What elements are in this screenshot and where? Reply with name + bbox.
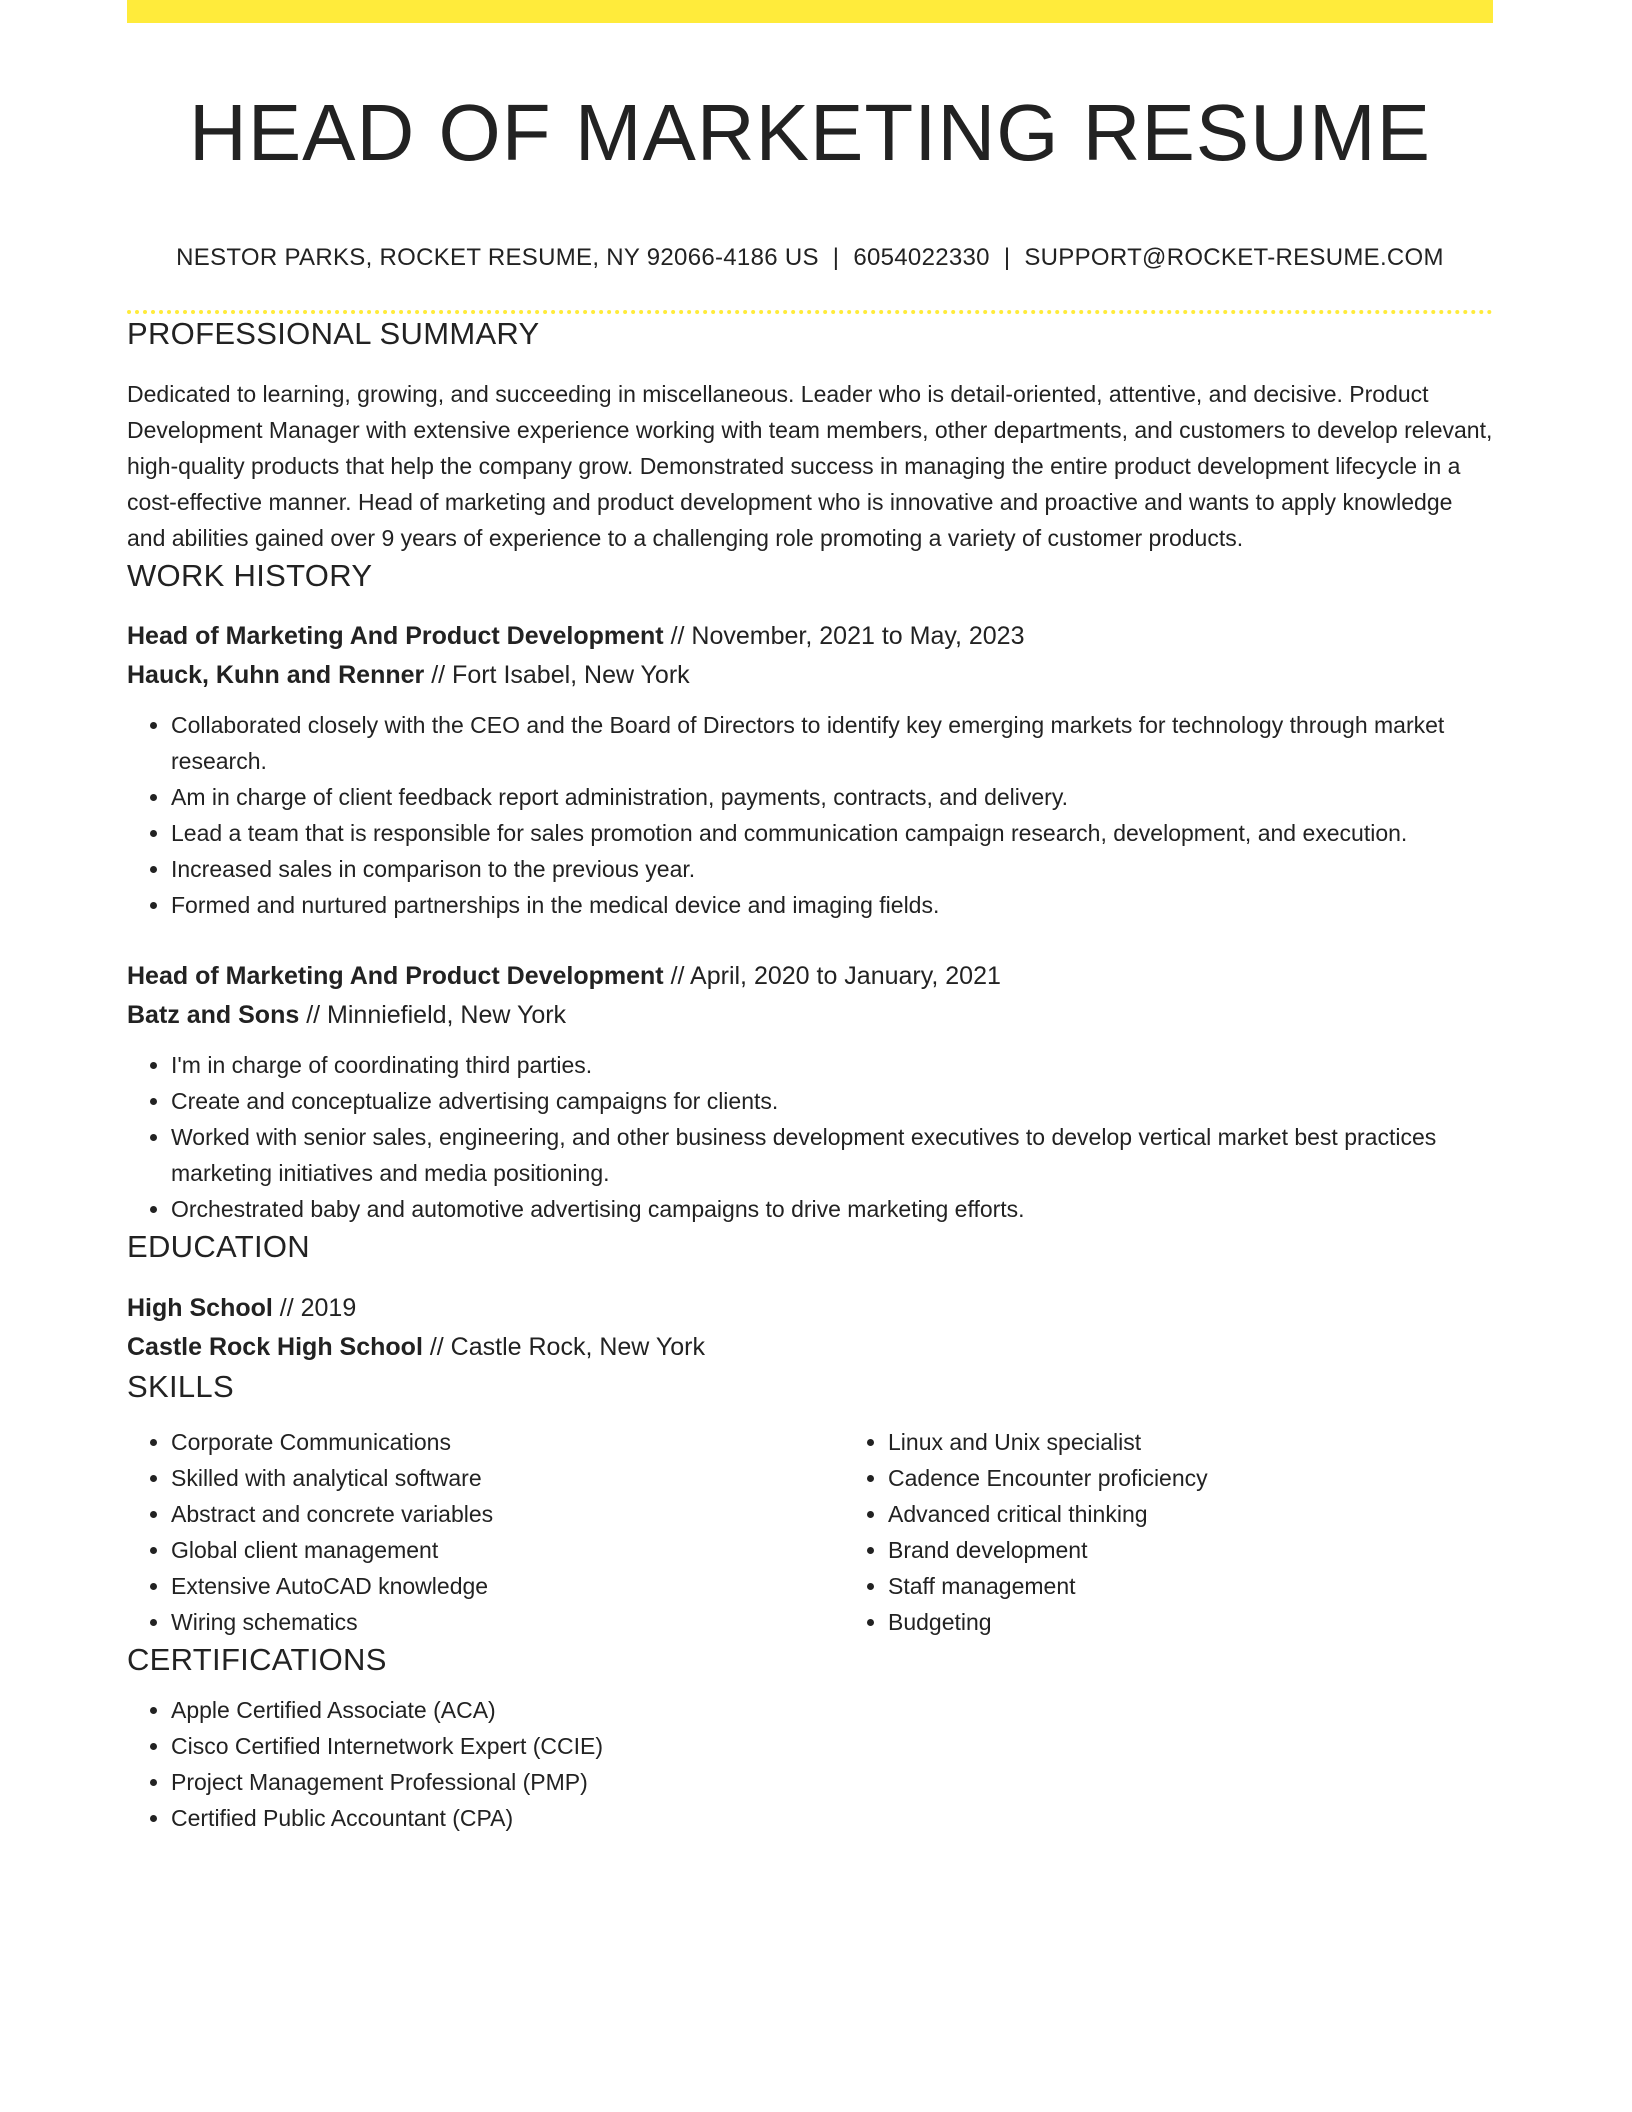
education-degree-line [127, 1289, 1493, 1328]
certification-item: • Certified Public Accountant (CPA) [171, 1800, 1493, 1836]
job-title-line [127, 617, 1493, 656]
job-bullets [127, 707, 1493, 923]
contact-separator: | [832, 244, 840, 271]
skill-item: • Corporate Communications [171, 1424, 844, 1460]
education-heading: EDUCATION [127, 1229, 310, 1264]
skill-item: • Advanced critical thinking [888, 1496, 1561, 1532]
job-bullet: • I'm in charge of coordinating third parties. [171, 1047, 1493, 1083]
job-company-line [127, 996, 1493, 1035]
job-company: Hauck, Kuhn and Renner [127, 661, 425, 689]
skill-item: • Linux and Unix specialist [888, 1424, 1561, 1460]
summary-heading: PROFESSIONAL SUMMARY [127, 316, 540, 351]
top-accent-bar [127, 0, 1493, 23]
job-bullet: • Increased sales in comparison to the previous year. [171, 851, 1493, 887]
job-entry [127, 957, 1493, 1227]
skills-right-list [844, 1424, 1561, 1640]
certification-item: • Project Management Professional (PMP) [171, 1764, 1493, 1800]
contact-phone: 6054022330 [853, 244, 990, 271]
job-entry [127, 617, 1493, 923]
skill-item: • Abstract and concrete variables [171, 1496, 844, 1532]
education-entry [127, 1289, 1493, 1367]
summary-text: Dedicated to learning, growing, and succeeding in miscellaneous. Leader who is detail-oriented, attentive, and decisive. Product Development Manager with extensive experience working with team members, other departments, and customers to develop relevant, high-quality products that help the company grow. Demonstrated success in managing the entire product development lifecycle in a cost-effective manner. Head of marketing and product development who is innovative and proactive and wants to apply knowledge and abilities gained over 9 years of experience to a challenging role promoting a variety of customer products. [127, 381, 1493, 551]
job-location: // Minniefield, New York [299, 1001, 567, 1029]
contact-email: SUPPORT@ROCKET-RESUME.COM [1024, 244, 1444, 271]
job-bullet: • Orchestrated baby and automotive advertising campaigns to drive marketing efforts. [171, 1191, 1493, 1227]
certification-item: • Apple Certified Associate (ACA) [171, 1692, 1493, 1728]
skill-item: • Skilled with analytical software [171, 1460, 844, 1496]
job-dates: // April, 2020 to January, 2021 [663, 962, 1001, 990]
contact-address: NESTOR PARKS, ROCKET RESUME, NY 92066-4186 US [176, 244, 819, 271]
skill-item: • Budgeting [888, 1604, 1561, 1640]
contact-line [127, 243, 1493, 273]
skill-item: • Staff management [888, 1568, 1561, 1604]
job-bullet: • Lead a team that is responsible for sales promotion and communication campaign research, development, and execution. [171, 815, 1493, 851]
job-bullet: • Create and conceptualize advertising campaigns for clients. [171, 1083, 1493, 1119]
job-company-line [127, 656, 1493, 695]
education-location: // Castle Rock, New York [422, 1333, 705, 1361]
skill-item: • Cadence Encounter proficiency [888, 1460, 1561, 1496]
education-school-line [127, 1328, 1493, 1367]
skill-item: • Global client management [171, 1532, 844, 1568]
skills-grid [127, 1424, 1493, 1640]
job-bullets [127, 1047, 1493, 1227]
skills-heading: SKILLS [127, 1369, 234, 1404]
skills-left-list [127, 1424, 844, 1640]
job-title: Head of Marketing And Product Development [127, 622, 664, 650]
job-title-line [127, 957, 1493, 996]
education-degree: High School [127, 1294, 273, 1322]
certification-item: • Cisco Certified Internetwork Expert (CCIE) [171, 1728, 1493, 1764]
work-history-heading: WORK HISTORY [127, 558, 373, 593]
certifications-list [127, 1692, 1493, 1836]
skill-item: • Brand development [888, 1532, 1561, 1568]
job-bullet: • Formed and nurtured partnerships in the medical device and imaging fields. [171, 887, 1493, 923]
certifications-heading: CERTIFICATIONS [127, 1642, 387, 1677]
skill-item: • Wiring schematics [171, 1604, 844, 1640]
education-year: // 2019 [272, 1294, 357, 1322]
job-title: Head of Marketing And Product Development [127, 962, 664, 990]
job-location: // Fort Isabel, New York [424, 661, 690, 689]
job-bullet: • Worked with senior sales, engineering, and other business development executives to develop vertical market best practices marketing initiatives and media positioning. [171, 1119, 1493, 1191]
resume-page [127, 0, 1493, 1836]
job-bullet: • Am in charge of client feedback report administration, payments, contracts, and delivery. [171, 779, 1493, 815]
education-school: Castle Rock High School [127, 1333, 423, 1361]
contact-separator: | [1003, 244, 1011, 271]
job-bullet: • Collaborated closely with the CEO and the Board of Directors to identify key emerging markets for technology through market research. [171, 707, 1493, 779]
resume-title: HEAD OF MARKETING RESUME [189, 88, 1431, 177]
skill-item: • Extensive AutoCAD knowledge [171, 1568, 844, 1604]
job-dates: // November, 2021 to May, 2023 [663, 622, 1025, 650]
job-company: Batz and Sons [127, 1001, 300, 1029]
